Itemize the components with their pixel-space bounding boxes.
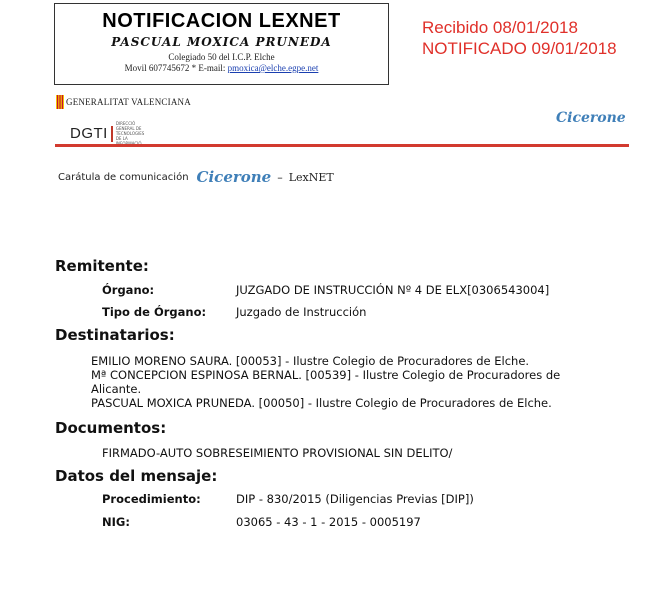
- mensaje-title: Datos del mensaje:: [55, 467, 218, 485]
- tipo-organo-value: Juzgado de Instrucción: [236, 305, 367, 319]
- notified-date: NOTIFICADO 09/01/2018: [422, 39, 617, 58]
- stamp-name: PASCUAL MOXICA PRUNEDA: [111, 35, 332, 49]
- received-notice: [422, 17, 617, 59]
- documentos-title: Documentos:: [55, 419, 167, 437]
- lexnet-stamp: [54, 3, 389, 85]
- organo-value: JUZGADO DE INSTRUCCIÓN Nº 4 DE ELX[0306543004]: [236, 283, 550, 297]
- received-date: Recibido 08/01/2018: [422, 18, 578, 37]
- organo-label: Órgano:: [102, 283, 155, 297]
- document-item: FIRMADO-AUTO SOBRESEIMIENTO PROVISIONAL SIN DELITO/: [102, 446, 453, 460]
- generalitat-logo: [56, 95, 191, 109]
- stamp-title: NOTIFICACION LEXNET: [102, 10, 341, 32]
- destinatarios-title: Destinatarios:: [55, 326, 175, 344]
- list-item: Mª CONCEPCION ESPINOSA BERNAL. [00539] - Ilustre Colegio de Procuradores de Alicante.: [91, 368, 561, 396]
- remitente-title: Remitente:: [55, 257, 149, 275]
- procedimiento-value: DIP - 830/2015 (Diligencias Previas [DIP]): [236, 492, 474, 506]
- stamp-contact: [55, 63, 388, 73]
- dgti-subtitle: DIRECCIÓ GENERAL DE TECNOLOGIES DE LA: [115, 121, 145, 141]
- caratula-label: Carátula de comunicación: [58, 171, 189, 183]
- header-divider: [55, 144, 629, 147]
- procedimiento-label: Procedimiento:: [102, 492, 201, 506]
- dgti-logo: [70, 121, 150, 146]
- dgti-divider: [111, 126, 113, 142]
- generalitat-text: GENERALITAT VALENCIANA: [66, 97, 191, 107]
- destinatarios-list: [91, 354, 611, 410]
- list-item: PASCUAL MOXICA PRUNEDA. [00050] - Ilustre Colegio de Procuradores de Elche.: [91, 396, 552, 410]
- nig-label: NIG:: [102, 515, 130, 529]
- caratula-cicerone-logo: Cicerone: [196, 168, 272, 186]
- caratula-dash: –: [277, 170, 283, 184]
- list-item: EMILIO MORENO SAURA. [00053] - Ilustre Colegio de Procuradores de Elche.: [91, 354, 530, 368]
- cicerone-logo: Cicerone: [556, 110, 626, 126]
- stamp-colegiado: Colegiado 50 del I.C.P. Elche: [168, 52, 275, 62]
- tipo-organo-label: Tipo de Órgano:: [102, 305, 207, 319]
- nig-value: 03065 - 43 - 1 - 2015 - 0005197: [236, 515, 421, 529]
- stamp-email-link[interactable]: pmoxica@elche.egpe.net: [227, 63, 319, 73]
- caratula-heading: [58, 168, 334, 186]
- stamp-phone: Movil 607745672 * E-mail:: [124, 63, 228, 73]
- dgti-text: DGTI: [70, 125, 108, 142]
- generalitat-shield-icon: [56, 95, 64, 109]
- lexnet-logo: LexNET: [288, 170, 334, 184]
